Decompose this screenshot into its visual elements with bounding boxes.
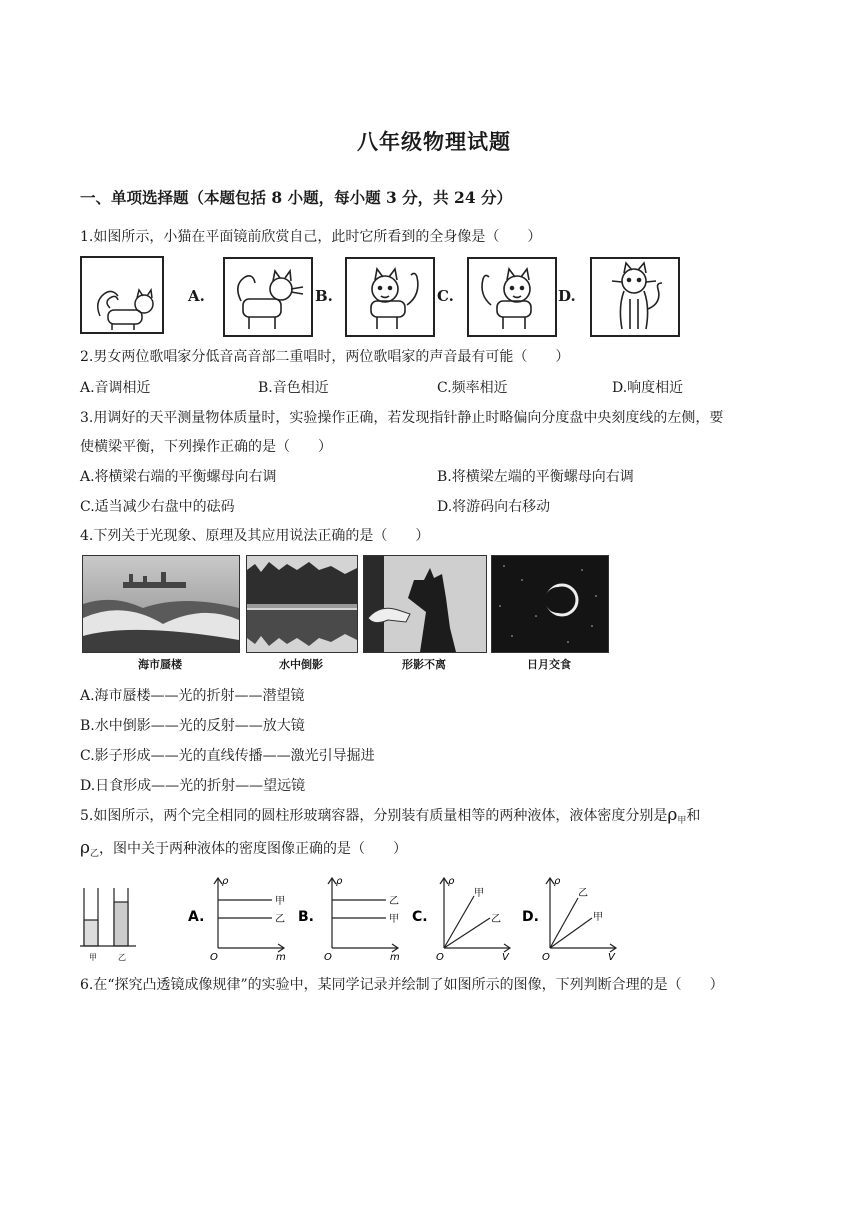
axis-origin: O	[542, 952, 550, 963]
reflection-photo	[246, 555, 358, 653]
photo-caption-reflection: 水中倒影	[279, 658, 323, 671]
line-label-yi: 乙	[491, 914, 501, 925]
question-3-option-b: B.将横梁左端的平衡螺母向右调	[437, 469, 634, 485]
axis-label-rho: ρ	[554, 876, 561, 887]
cat-icon	[592, 259, 678, 335]
question-5-stem-text-2: ，图中关于两种液体的密度图像正确的是（ ）	[99, 841, 408, 857]
rho-symbol: ρ	[80, 838, 90, 858]
question-4-option-a: A.海市蜃楼——光的折射——潜望镜	[80, 688, 305, 704]
question-5-stem-line2	[80, 838, 407, 859]
question-5-label-b: B.	[298, 909, 314, 925]
question-3-option-d: D.将游码向右移动	[437, 499, 551, 515]
option-a-image	[223, 257, 313, 337]
axis-label-v: V	[502, 952, 509, 963]
line-label-jia: 甲	[389, 914, 399, 925]
containers-diagram	[80, 888, 136, 946]
photo-caption-shadow: 形影不离	[402, 658, 446, 671]
question-3-option-a: A.将横梁右端的平衡螺母向右调	[80, 469, 277, 485]
question-3-option-c: C.适当减少右盘中的砝码	[80, 499, 235, 515]
question-2-option-c: C.频率相近	[437, 380, 508, 396]
line-label-yi: 乙	[275, 914, 285, 925]
line-label-jia: 甲	[474, 888, 484, 899]
mirage-photo	[82, 555, 240, 653]
question-4-option-d: D.日食形成——光的折射——望远镜	[80, 778, 306, 794]
cat-icon	[347, 259, 433, 335]
line-label-jia: 甲	[275, 896, 285, 907]
subscript-yi: 乙	[90, 849, 100, 859]
cat-icon	[469, 259, 555, 335]
question-5-label-d: D.	[522, 909, 539, 925]
option-c-image	[467, 257, 557, 337]
conjunction: 和	[686, 808, 701, 824]
rho-symbol: ρ	[667, 805, 678, 825]
shadow-photo	[363, 555, 487, 653]
question-2-option-a: A.音调相近	[80, 380, 151, 396]
question-1-label-d: D.	[558, 287, 576, 305]
question-4-option-c: C.影子形成——光的直线传播——激光引导掘进	[80, 748, 375, 764]
question-1-label-b: B.	[315, 287, 333, 305]
question-2-stem: 2.男女两位歌唱家分低音高音部二重唱时，两位歌唱家的声音最有可能（ ）	[80, 349, 570, 365]
line-label-yi: 乙	[389, 896, 399, 907]
section-heading: 一、单项选择题（本题包括 8 小题，每小题 3 分，共 24 分）	[80, 188, 513, 207]
question-4-option-b: B.水中倒影——光的反射——放大镜	[80, 718, 305, 734]
question-3-stem-line2: 使横梁平衡，下列操作正确的是（ ）	[80, 439, 332, 455]
photo-caption-mirage: 海市蜃楼	[138, 658, 182, 671]
container-label-jia: 甲	[89, 953, 97, 962]
question-5-stem-line1	[80, 805, 700, 826]
subscript-jia: 甲	[677, 816, 687, 826]
page-title: 八年级物理试题	[357, 129, 511, 154]
line-label-jia: 甲	[593, 912, 603, 923]
axis-label-m: m	[276, 952, 286, 963]
axis-label-rho: ρ	[336, 876, 343, 887]
question-2-option-b: B.音色相近	[258, 380, 329, 396]
eclipse-photo	[491, 555, 609, 653]
container-label-yi: 乙	[118, 953, 126, 962]
cat-icon	[225, 259, 311, 335]
question-4-stem: 4.下列关于光现象、原理及其应用说法正确的是（ ）	[80, 528, 430, 544]
question-3-stem-line1: 3.用调好的天平测量物体质量时，实验操作正确，若发现指针静止时略偏向分度盘中央刻度线的左侧，要	[80, 410, 724, 426]
axis-origin: O	[324, 952, 332, 963]
question-5-figure	[78, 872, 778, 964]
question-1-label-a: A.	[188, 287, 205, 305]
axis-origin: O	[436, 952, 444, 963]
axis-label-rho: ρ	[448, 876, 455, 887]
question-6-stem: 6.在“探究凸透镜成像规律”的实验中，某同学记录并绘制了如图所示的图像，下列判断合理的是（ ）	[80, 977, 724, 993]
option-d-image	[590, 257, 680, 337]
axis-origin: O	[210, 952, 218, 963]
line-label-yi: 乙	[578, 888, 588, 899]
cat-icon	[82, 258, 162, 332]
option-b-image	[345, 257, 435, 337]
axis-label-m: m	[390, 952, 400, 963]
question-1-label-c: C.	[437, 287, 454, 305]
photo-caption-eclipse: 日月交食	[527, 658, 571, 671]
question-5-label-a: A.	[188, 909, 205, 925]
question-2-option-d: D.响度相近	[612, 380, 684, 396]
question-5-stem-text: 5.如图所示，两个完全相同的圆柱形玻璃容器，分别装有质量相等的两种液体，液体密度分别是	[80, 808, 668, 824]
question-1-stem: 1.如图所示，小猫在平面镜前欣赏自己，此时它所看到的全身像是（ ）	[80, 229, 542, 245]
axis-label-v: V	[608, 952, 615, 963]
question-5-label-c: C.	[412, 909, 428, 925]
cat-mirror-figure	[80, 256, 164, 334]
axis-label-rho: ρ	[222, 876, 229, 887]
